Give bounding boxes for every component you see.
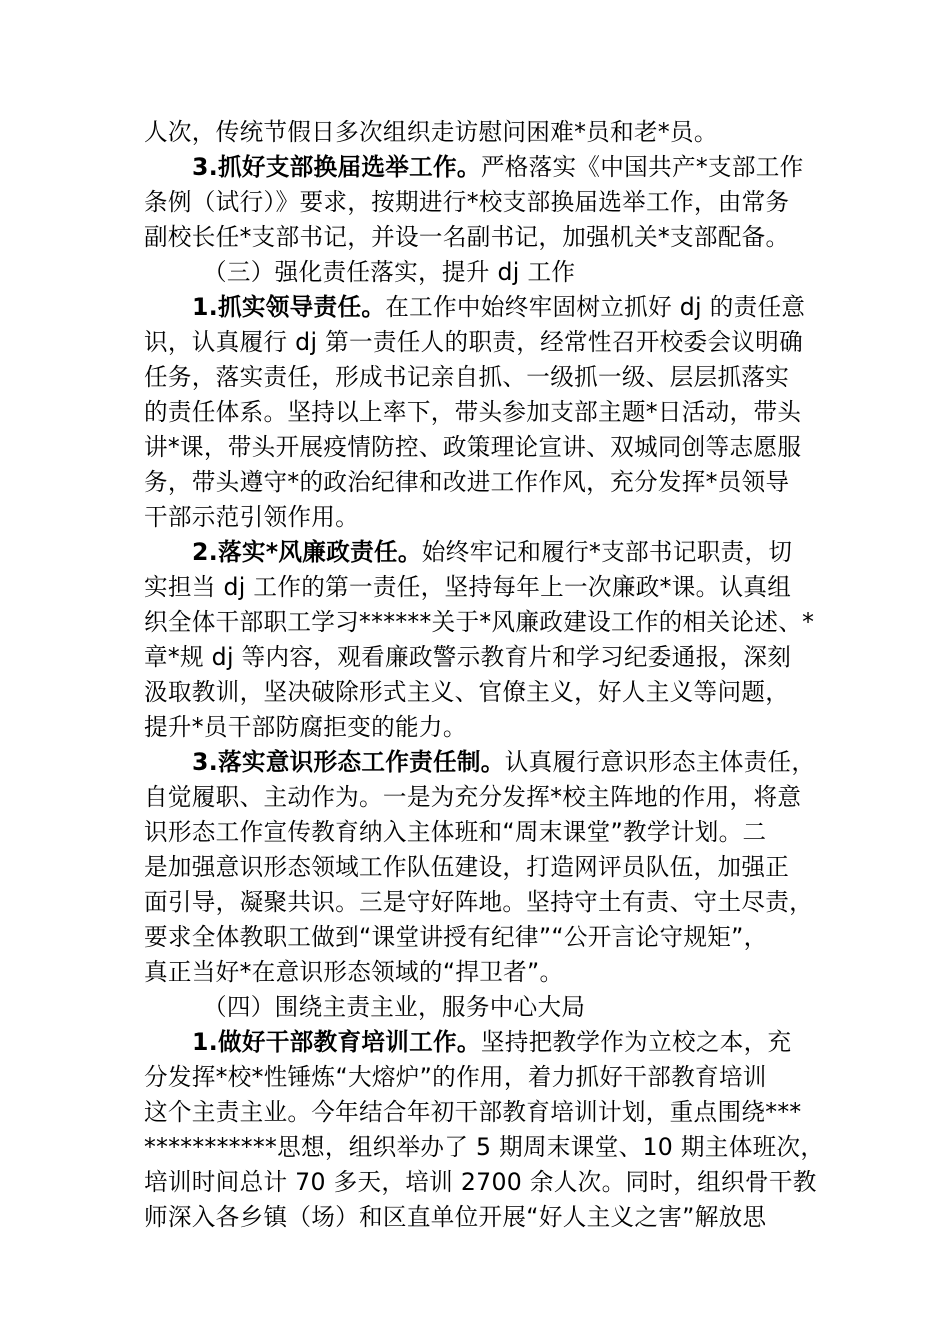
paragraph-line xyxy=(144,430,801,465)
line-text: 讲*课，带头开展疫情防控、政策理论宣讲、双城同创等志愿服 xyxy=(144,433,802,461)
paragraph-line xyxy=(144,710,467,745)
section-item-heading xyxy=(192,745,815,780)
paragraph-line xyxy=(144,675,789,710)
paragraph-line xyxy=(144,115,718,150)
line-text: 的责任体系。坚持以上率下，带头参加支部主题*日活动，带头 xyxy=(144,398,802,426)
line-text: 坚持把教学作为立校之本，充 xyxy=(480,1028,792,1056)
line-text: 人次，传统节假日多次组织走访慰问困难*员和老*员。 xyxy=(144,118,718,146)
line-text: 条例（试行）》要求，按期进行*校支部换届选举工作，由常务 xyxy=(144,188,790,216)
paragraph-line xyxy=(144,1130,824,1165)
line-text: 任务，落实责任，形成书记亲自抓、一级抓一级、层层抓落实 xyxy=(144,363,790,391)
paragraph-line xyxy=(144,920,768,955)
line-text: 严格落实《中国共产*支部工作 xyxy=(480,153,804,181)
line-text: 自觉履职、主动作为。一是为充分发挥*校主阵地的作用，将意 xyxy=(144,783,802,811)
bold-heading: 3.抓好支部换届选举工作。 xyxy=(192,153,481,181)
paragraph-line xyxy=(144,1060,767,1095)
line-text: 认真履行意识形态主体责任， xyxy=(504,748,816,776)
line-text: 实担当 dj 工作的第一责任，坚持每年上一次廉政*课。认真组 xyxy=(144,573,792,601)
line-text: 真正当好*在意识形态领域的“捍卫者”。 xyxy=(144,958,564,986)
line-text: 始终牢记和履行*支部书记职责，切 xyxy=(421,538,793,566)
line-text: 要求全体教职工做到“课堂讲授有纪律”“公开言论守规矩”， xyxy=(144,923,768,951)
line-text: 织全体干部职工学习******关于*风廉政建设工作的相关论述、* xyxy=(144,608,815,636)
line-text: 识形态工作宣传教育纳入主体班和“周末课堂”教学计划。二 xyxy=(144,818,767,846)
paragraph-line xyxy=(144,815,766,850)
paragraph-line xyxy=(144,325,803,360)
paragraph-line xyxy=(144,500,359,535)
section-heading-text: （三）强化责任落实，提升 dj 工作 xyxy=(203,258,576,286)
line-text: 汲取教训，坚决破除形式主义、官僚主义，好人主义等问题， xyxy=(144,678,790,706)
paragraph-line xyxy=(144,640,791,675)
paragraph-line xyxy=(144,1095,802,1130)
paragraph-line xyxy=(144,850,789,885)
paragraph-line xyxy=(144,220,789,255)
bold-heading: 2.落实*风廉政责任。 xyxy=(192,538,422,566)
bold-heading: 1.抓实领导责任。 xyxy=(192,293,386,321)
line-text: 识，认真履行 dj 第一责任人的职责，经常性召开校委会议明确 xyxy=(144,328,803,356)
paragraph-line xyxy=(144,780,801,815)
bold-heading: 1.做好干部教育培训工作。 xyxy=(192,1028,481,1056)
line-text: 分发挥*校*性锤炼“大熔炉”的作用，着力抓好干部教育培训 xyxy=(144,1063,767,1091)
section-item-heading xyxy=(192,290,805,325)
paragraph-line xyxy=(144,605,814,640)
paragraph-line xyxy=(144,1200,766,1235)
paragraph-line xyxy=(144,360,789,395)
bold-heading: 3.落实意识形态工作责任制。 xyxy=(192,748,505,776)
line-text: 是加强意识形态领域工作队伍建设，打造网评员队伍，加强正 xyxy=(144,853,790,881)
section-heading xyxy=(203,255,575,290)
section-item-heading xyxy=(192,1025,791,1060)
section-item-heading xyxy=(192,535,792,570)
line-text: 培训时间总计 70 多天，培训 2700 余人次。同时，组织骨干教 xyxy=(144,1168,817,1196)
section-heading-text: （四）围绕主责主业，服务中心大局 xyxy=(203,993,586,1021)
section-heading xyxy=(203,990,585,1025)
line-text: 干部示范引领作用。 xyxy=(144,503,360,531)
line-text: ***********思想，组织举办了 5 期周末课堂、10 期主体班次， xyxy=(144,1133,825,1161)
line-text: 在工作中始终牢固树立抓好 dj 的责任意 xyxy=(385,293,806,321)
line-text: 提升*员干部防腐拒变的能力。 xyxy=(144,713,467,741)
paragraph-line xyxy=(144,955,563,990)
paragraph-line xyxy=(144,885,813,920)
paragraph-line xyxy=(144,395,801,430)
paragraph-line xyxy=(144,1165,817,1200)
paragraph-line xyxy=(144,185,789,220)
section-item-heading xyxy=(192,150,804,185)
paragraph-line xyxy=(144,465,789,500)
line-text: 师深入各乡镇（场）和区直单位开展“好人主义之害”解放思 xyxy=(144,1203,767,1231)
line-text: 这个主责主业。今年结合年初干部教育培训计划，重点围绕*** xyxy=(144,1098,802,1126)
line-text: 务，带头遵守*的政治纪律和改进工作作风，充分发挥*员领导 xyxy=(144,468,790,496)
line-text: 副校长任*支部书记，并设一名副书记，加强机关*支部配备。 xyxy=(144,223,790,251)
paragraph-line xyxy=(144,570,791,605)
line-text: 面引导，凝聚共识。三是守好阵地。坚持守土有责、守土尽责， xyxy=(144,888,814,916)
line-text: 章*规 dj 等内容，观看廉政警示教育片和学习纪委通报，深刻 xyxy=(144,643,792,671)
